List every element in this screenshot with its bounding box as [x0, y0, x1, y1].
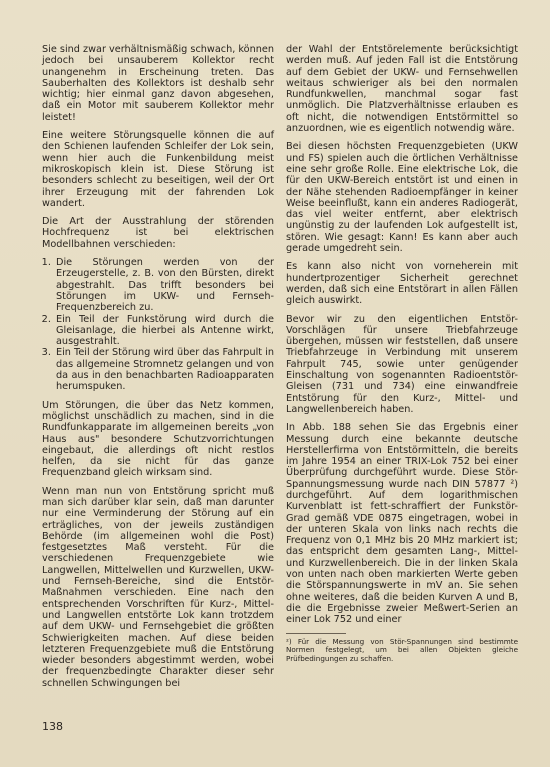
list-item: 2. Ein Teil der Funkstörung wird durch die Gleisanlage, die hierbei als Antenne wirkt, ausgestrahlt.: [54, 314, 274, 348]
paragraph: Die Art der Ausstrahlung der störenden Hochfrequenz ist bei elektrischen Modellbahnen verschieden:: [42, 216, 274, 250]
list-item: 3. Ein Teil der Störung wird über das Fahrpult in das allgemeine Stromnetz gelangen und von da aus in den benachbarten Radioapparaten herumspuken.: [54, 347, 274, 392]
paragraph: Eine weitere Störungsquelle können die auf den Schienen laufenden Schleifer der Lok sein, wenn hier auch die Funkenbildung meist mikroskopisch klein ist. Diese Störung ist besonders schlecht zu beseitigen, weil der Ort ihrer Erzeugung mit der fahrenden Lok wandert.: [42, 130, 274, 209]
paragraph: Sie sind zwar verhältnismäßig schwach, können jedoch bei unsauberem Kollektor recht unangenehm in Erscheinung treten. Das Sauberhalten des Kollektors ist deshalb sehr wichtig; hier einmal ganz davon abgesehen, daß ein Motor mit sauberem Kollektor mehr leistet!: [42, 44, 274, 123]
left-text-column: [42, 44, 274, 696]
page-number: 138: [42, 720, 63, 733]
paragraph: Wenn man nun von Entstörung spricht muß man sich darüber klar sein, daß man darunter nur eine Verminderung der Störung auf ein erträgliches, von der jeweils zuständigen Behörde (im allgemeinen wohl die Post) festgesetztes Maß versteht. Für die verschiedenen Frequenzgebiete wie Langwellen, Mittelwellen und Kurzwellen, UKW- und Fernseh-Bereiche, sind die Entstör-Maßnahmen verschieden. Eine nach den entsprechenden Vorschriften für Kurz-, Mittel- und Langwellen entstörte Lok kann trotzdem auf dem UKW- und Fernsehgebiet die größten Schwierigkeiten machen. Auf diese beiden letzteren Frequenzgebiete muß die Entstörung wieder besonders abgestimmt werden, wobei der frequenzbedingte Charakter dieser sehr schnellen Schwingungen bei: [42, 485, 274, 689]
numbered-list: [42, 257, 274, 393]
paragraph: In Abb. 188 sehen Sie das Ergebnis einer Messung durch eine bekannte deutsche Herstellerfirma von Entstörmitteln, die bereits im Jahre 1954 an einer TRIX-Lok 752 bei einer Überprüfung durchgeführt wurde. Diese Stör-Spannungsmessung wurde nach DIN 57877 ²) durchgeführt. Auf dem logarithmischen Kurvenblatt ist fett-schraffiert der Funkstör-Grad gemäß VDE 0875 eingetragen, wobei in der unteren Skala von links nach rechts die Frequenz von 0,1 MHz bis 20 MHz markiert ist; das entspricht dem gesamten Lang-, Mittel- und Kurzwellenbereich. Die in der linken Skala von unten nach oben markierten Werte geben die Störspannungswerte in mV an. Sie sehen ohne weiteres, daß die beiden Kurven A und B, die die Ergebnisse zweier Meßwert-Serien an einer Lok 752 und einer: [286, 422, 518, 626]
paragraph: Um Störungen, die über das Netz kommen, möglichst unschädlich zu machen, sind in die Rundfunkapparate im allgemeinen bereits „von Haus aus" besondere Schutzvorrichtungen eingebaut, die allerdings oft nicht restlos helfen, da sie nicht für das ganze Frequenzband gleich wirksam sind.: [42, 399, 274, 479]
footnote: ²) Für die Messung von Stör-Spannungen sind bestimmte Normen festgelegt, um bei allen Objekten gleiche Prüfbedingungen zu schaffen.: [286, 636, 518, 663]
paragraph: Bei diesen höchsten Frequenzgebieten (UKW und FS) spielen auch die örtlichen Verhältnisse eine sehr große Rolle. Eine elektrische Lok, die für den UKW-Bereich entstört ist und einen in der Nähe stehenden Radioempfänger in keiner Weise beeinflußt, kann ein anderes Radiogerät, das viel weiter entfernt, aber elektrisch ungünstig zu der laufenden Lok aufgestellt ist, stören. Wie gesagt: Kann! Es kann aber auch gerade umgedreht sein.: [286, 141, 518, 255]
right-text-column: [286, 44, 518, 670]
paragraph: Bevor wir zu den eigentlichen Entstör-Vorschlägen für unsere Triebfahrzeuge übergehen, müssen wir feststellen, daß unsere Triebfahrzeuge in Verbindung mit unserem Fahrpult 745, sowie unter genügender Einschaltung von sogenannten Radioentstör-Gleisen (731 und 734) eine einwandfreie Entstörung für den Kurz-, Mittel- und Langwellenbereich haben.: [286, 313, 518, 415]
list-item: 1. Die Störungen werden von der Erzeugerstelle, z. B. von den Bürsten, direkt abgestrahlt. Das trifft besonders bei Störungen im UKW- und Fernseh-Frequenzbereich zu.: [54, 257, 274, 313]
paragraph: der Wahl der Entstörelemente berücksichtigt werden muß. Auf jeden Fall ist die Entstörung auf dem Gebiet der UKW- und Fernsehwellen weitaus schwieriger als bei den normalen Rundfunkwellen, manchmal sogar fast unmöglich. Die Platzverhältnisse erlauben es oft nicht, die notwendigen Entstörmittel so anzuordnen, wie es eigentlich notwendig wäre.: [286, 44, 518, 135]
footnote-divider: [286, 633, 346, 634]
paragraph: Es kann also nicht von vorneherein mit hundertprozentiger Sicherheit gerechnet werden, daß sich eine Entstörart in allen Fällen gleich auswirkt.: [286, 261, 518, 307]
